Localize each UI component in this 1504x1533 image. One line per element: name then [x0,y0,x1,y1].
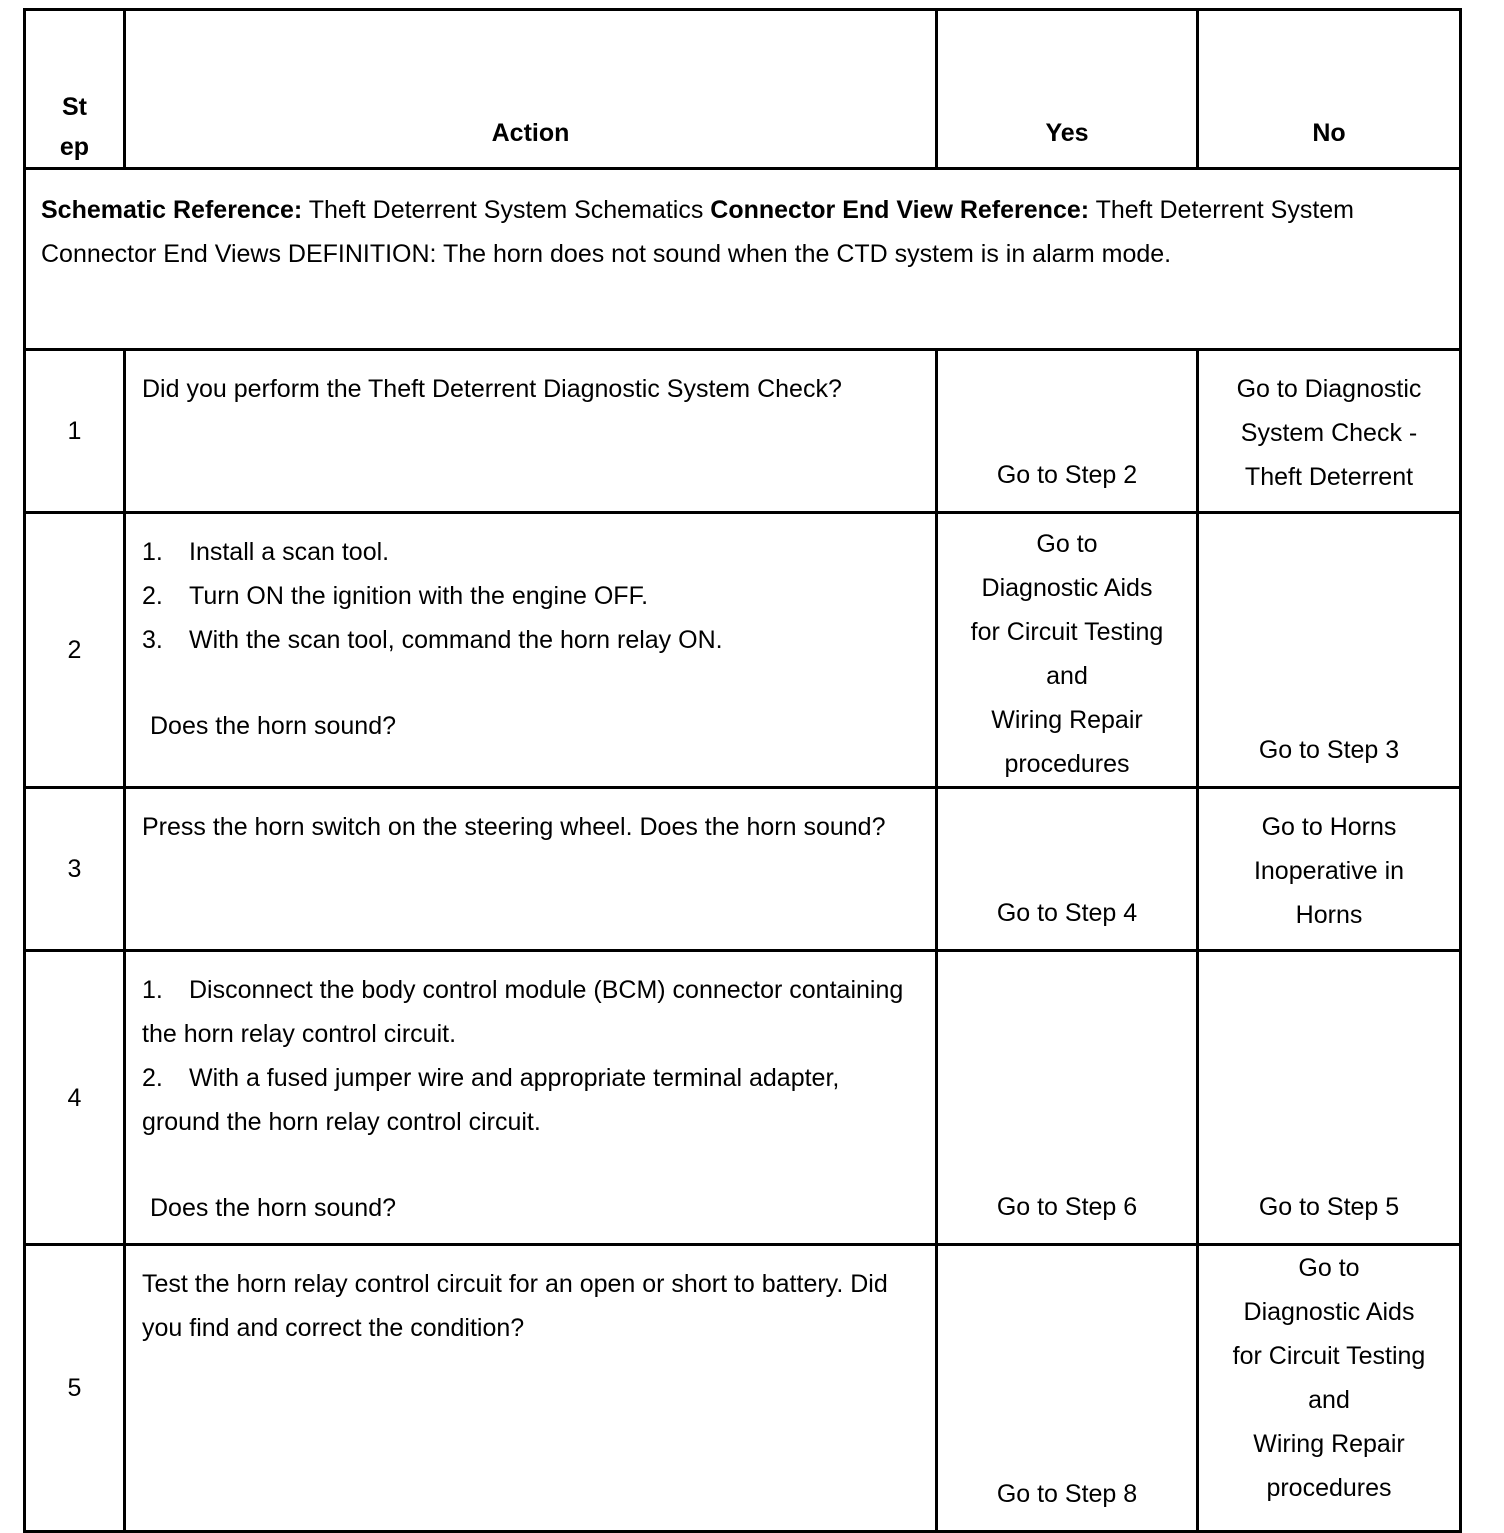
reference-row [25,169,1461,350]
list-item: 2. Turn ON the ignition with the engine OFF. [142,582,649,610]
connector-value: Theft Deterrent System Connector End Views DEFINITION: The horn does not sound when the CTD system is in alarm mode. [41,196,1355,268]
no-cell: Go to Step 3 [1198,513,1461,788]
yes-cell: Go to Step 6 [937,951,1198,1245]
yes-cell: Go to Step 8 [937,1245,1198,1532]
question: Does the horn sound? [150,1194,397,1222]
table-row [25,513,1461,788]
yes-cell: Go to Step 4 [937,788,1198,951]
table-row [25,350,1461,513]
no-cell: Go to Diagnostic System Check - Theft Deterrent [1198,350,1461,513]
action-cell [125,513,937,788]
no-cell: Go to Horns Inoperative in Horns [1198,788,1461,951]
header-yes: Yes [937,10,1198,169]
table-row [25,1245,1461,1532]
step-number: 4 [25,951,125,1245]
reference-cell [25,169,1461,350]
action-cell: Test the horn relay control circuit for an open or short to battery. Did you find and correct the condition? [125,1245,937,1532]
step-number: 5 [25,1245,125,1532]
table-row [25,788,1461,951]
schematic-value: Theft Deterrent System Schematics [308,196,704,224]
table-row [25,951,1461,1245]
action-list [142,530,921,662]
yes-cell: Go to Diagnostic Aids for Circuit Testing and Wiring Repair procedures [937,513,1198,788]
list-item: 1. Install a scan tool. [142,538,390,566]
list-item: 2. With a fused jumper wire and appropriate terminal adapter, ground the horn relay control circuit. [142,1064,840,1136]
header-row [25,10,1461,169]
action-cell: Did you perform the Theft Deterrent Diagnostic System Check? [125,350,937,513]
header-action: Action [125,10,937,169]
list-item: 3. With the scan tool, command the horn relay ON. [142,626,723,654]
action-cell: Press the horn switch on the steering wheel. Does the horn sound? [125,788,937,951]
no-cell: Go to Diagnostic Aids for Circuit Testing and Wiring Repair procedures [1198,1245,1461,1532]
diagnostic-table [23,8,1462,1533]
list-item: 1. Disconnect the body control module (BCM) connector containing the horn relay control circuit. [142,976,904,1048]
schematic-label: Schematic Reference: [41,196,303,224]
no-cell: Go to Step 5 [1198,951,1461,1245]
step-number: 3 [25,788,125,951]
header-step: St ep [25,10,125,169]
yes-cell: Go to Step 2 [937,350,1198,513]
step-number: 1 [25,350,125,513]
header-no: No [1198,10,1461,169]
action-list [142,968,921,1144]
action-cell [125,951,937,1245]
step-number: 2 [25,513,125,788]
connector-label: Connector End View Reference: [710,196,1090,224]
question: Does the horn sound? [150,712,397,740]
